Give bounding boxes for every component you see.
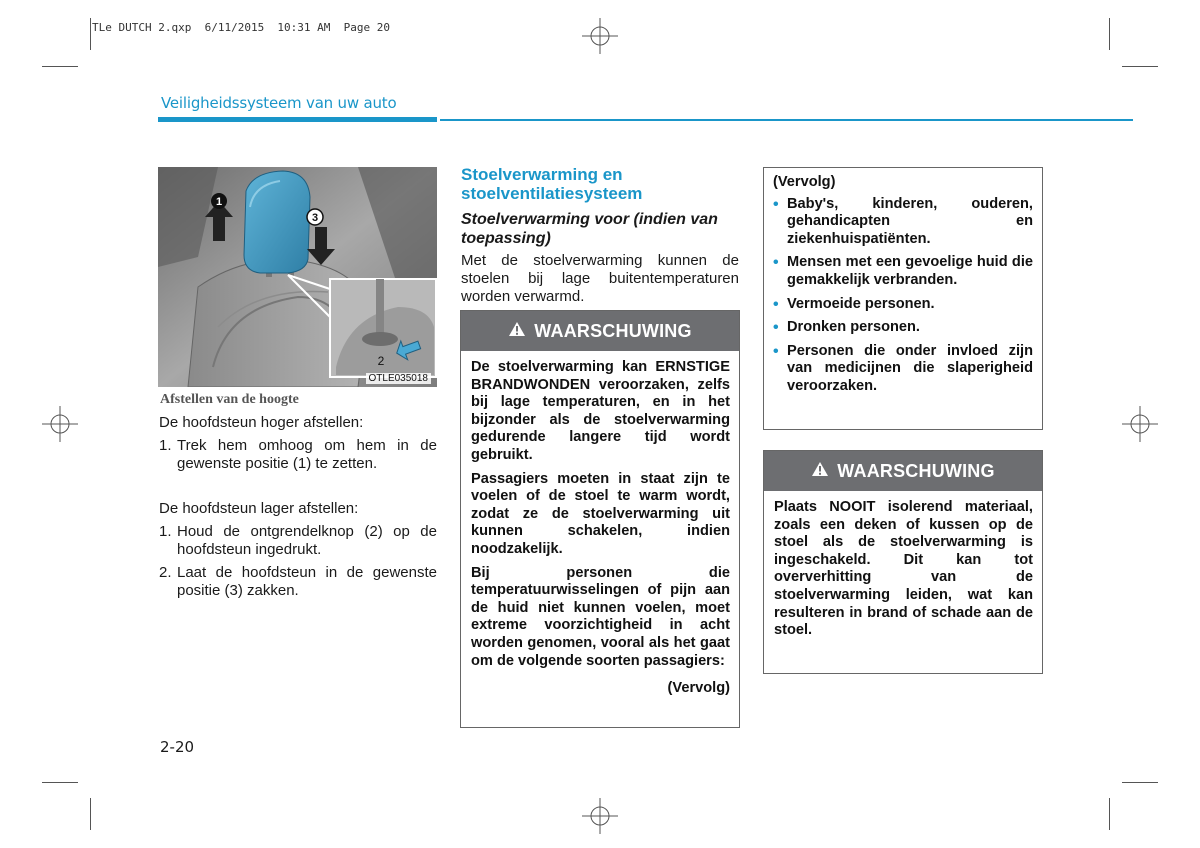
registration-mark-bottom [582,798,618,834]
warning-box-heating [460,310,740,728]
list-item-text: Baby's, kinderen, ouderen, gehandicapten en ziekenhuispatiënten. [787,195,1033,247]
figure-caption: Afstellen van de hoogte [160,392,299,407]
section-title: Veiligheidssysteem van uw auto [161,94,397,112]
list-item [773,319,1033,337]
bullet-icon: • [773,295,779,313]
callout-1: 1 [215,196,223,208]
list-item-text: Dronken personen. [787,319,920,336]
raise-intro: De hoofdsteun hoger afstellen: [159,414,364,431]
warning-paragraph: Plaats NOOIT isolerend materiaal, zoals een deken of kussen op de stoel als de stoelverwarming is ingeschakeld. Dit kan tot oververhitting van de stoelverwarming leiden, wat kan resulteren in brand of schade aan de stoel. [774,499,1033,639]
list-item [773,196,1033,249]
lower-step-2 [159,564,437,600]
list-item-text: Mensen met een gevoelige huid die gemakkelijk verbranden. [787,254,1033,288]
raise-step-1 [159,437,437,473]
continued-label: (Vervolg) [667,680,730,697]
continuation-box [763,167,1043,430]
crop-mark [42,782,78,783]
step-text: Laat de hoofdsteun in de gewenste positie (3) zakken. [177,564,437,599]
warning-triangle-icon [811,461,829,482]
lower-step-list [159,523,437,600]
lower-intro: De hoofdsteun lager afstellen: [159,500,359,517]
list-item [773,296,1033,314]
list-item-text: Personen die onder invloed zijn van medicijnen die slaperigheid veroorzaken. [787,342,1033,394]
bullet-icon: • [773,254,779,272]
warning-paragraph: Passagiers moeten in staat zijn te voelen of de stoel te warm wordt, zodat ze de stoelverwarming uit kunnen schakelen, indien noodzakelijk. [471,470,730,557]
bullet-icon: • [773,319,779,337]
registration-mark-left [42,406,78,442]
step-text: Houd de ontgrendelknop (2) op de hoofdsteun ingedrukt. [177,523,437,558]
figure-code: OTLE035018 [366,373,432,384]
warning-body [764,491,1042,654]
seat-heating-body: Met de stoelverwarming kunnen de stoelen bij lage buitentemperaturen worden verwarmd. [461,252,739,305]
continuation-label: (Vervolg) [773,174,836,190]
crop-mark [1122,782,1158,783]
step-number: 1. [159,437,172,454]
list-item [773,343,1033,396]
seat-heating-heading: Stoelverwarming en stoelventilatiesysteem [461,165,643,203]
passenger-list [773,196,1033,396]
print-header: TLe DUTCH 2.qxp 6/11/2015 10:31 AM Page 20 [92,21,391,34]
warning-box-insulation [763,450,1043,674]
warning-header [764,451,1042,491]
list-item [773,254,1033,289]
registration-mark-top [582,18,618,54]
crop-mark [1109,798,1110,830]
bullet-icon: • [773,195,779,213]
section-rule-thin [440,119,1133,121]
warning-header [461,311,739,351]
warning-body [461,351,739,706]
warning-paragraph: De stoelverwarming kan ERNSTIGE BRANDWONDEN veroorzaken, zelfs bij lage temperaturen, en in het bijzonder als de stoelverwarming gedurende langere tijd wordt gebruikt. [471,359,730,463]
warning-title: WAARSCHUWING [837,460,995,481]
step-number: 1. [159,523,172,540]
warning-title: WAARSCHUWING [534,320,692,341]
seat-heating-subheading: Stoelverwarming voor (indien van toepassing) [461,211,718,247]
crop-mark [90,798,91,830]
callout-2: 2 [377,354,385,368]
crop-mark [1109,18,1110,50]
warning-triangle-icon [508,321,526,342]
warning-paragraph: Bij personen die temperatuurwisselingen of pijn aan de huid niet kunnen voelen, moet extreme voorzichtigheid in acht worden genomen, vooral als het gaat om de volgende soorten passagiers: [471,564,730,669]
step-number: 2. [159,564,172,581]
section-rule-thick [158,117,437,122]
bullet-icon: • [773,342,779,360]
raise-step-list [159,437,437,473]
crop-mark [90,18,91,50]
list-item-text: Vermoeide personen. [787,295,935,312]
crop-mark [1122,66,1158,67]
callout-3: 3 [311,212,319,224]
registration-mark-right [1122,406,1158,442]
lower-step-1 [159,523,437,559]
crop-mark [42,66,78,67]
step-text: Trek hem omhoog om hem in de gewenste positie (1) te zetten. [177,437,437,472]
headrest-figure [158,167,437,387]
page-number: 2-20 [160,738,195,756]
